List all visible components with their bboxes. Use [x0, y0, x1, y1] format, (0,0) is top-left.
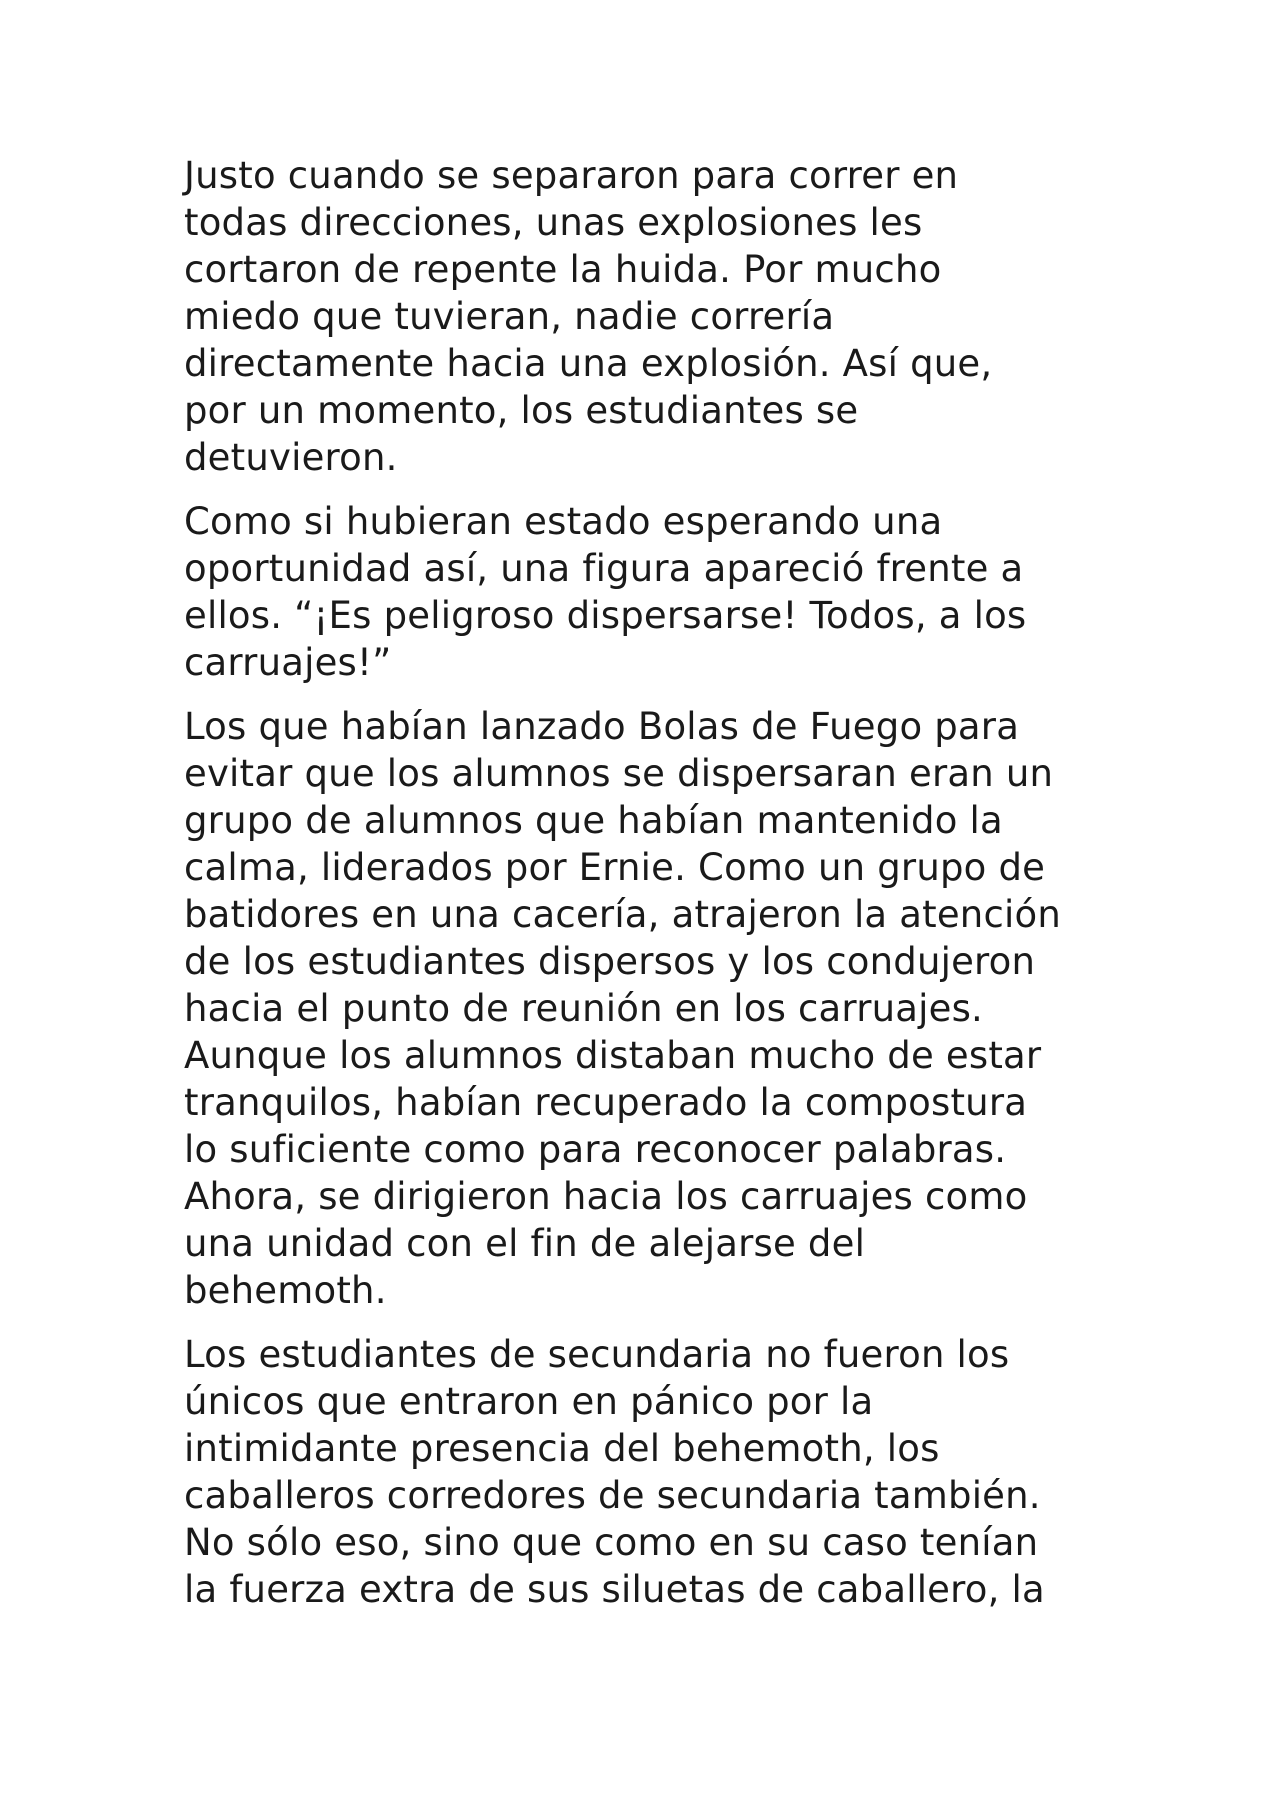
text-line: de los estudiantes dispersos y los condujeron — [184, 940, 1036, 983]
text-line: la fuerza extra de sus siluetas de caballero, la — [184, 1568, 1045, 1611]
text-line: Aunque los alumnos distaban mucho de estar — [184, 1034, 1042, 1077]
text-line: Justo cuando se separaron para correr en — [184, 154, 959, 197]
text-line: ellos. “¡Es peligroso dispersarse! Todos, a los — [184, 594, 1027, 637]
text-line: Los que habían lanzado Bolas de Fuego para — [184, 705, 1020, 748]
text-line: únicos que entraron en pánico por la — [184, 1380, 874, 1423]
text-line: No sólo eso, sino que como en su caso tenían — [184, 1521, 1039, 1564]
text-line: Como si hubieran estado esperando una — [184, 500, 943, 543]
text-line: miedo que tuvieran, nadie correría — [184, 295, 835, 338]
text-line: Ahora, se dirigieron hacia los carruajes como — [184, 1175, 1028, 1218]
document-page — [184, 152, 1124, 1630]
text-line: cortaron de repente la huida. Por mucho — [184, 248, 942, 291]
text-line: caballeros corredores de secundaria también. — [184, 1474, 1041, 1517]
paragraph-4 — [184, 1331, 1124, 1613]
text-line: calma, liderados por Ernie. Como un grupo de — [184, 846, 1046, 889]
paragraph-3 — [184, 703, 1124, 1314]
text-line: oportunidad así, una figura apareció frente a — [184, 547, 1024, 590]
text-line: evitar que los alumnos se dispersaran eran un — [184, 752, 1054, 795]
text-line: intimidante presencia del behemoth, los — [184, 1427, 940, 1470]
text-line: todas direcciones, unas explosiones les — [184, 201, 923, 244]
text-line: behemoth. — [184, 1269, 387, 1312]
text-line: una unidad con el fin de alejarse del — [184, 1222, 866, 1265]
text-line: detuvieron. — [184, 436, 398, 479]
text-line: tranquilos, habían recuperado la compostura — [184, 1081, 1028, 1124]
text-line: por un momento, los estudiantes se — [184, 389, 859, 432]
paragraph-1 — [184, 152, 1124, 481]
paragraph-2 — [184, 498, 1124, 686]
text-line: hacia el punto de reunión en los carruajes. — [184, 987, 984, 1030]
text-line: carruajes!” — [184, 641, 392, 684]
text-line: batidores en una cacería, atrajeron la atención — [184, 893, 1061, 936]
text-line: Los estudiantes de secundaria no fueron los — [184, 1333, 1010, 1376]
text-line: grupo de alumnos que habían mantenido la — [184, 799, 1003, 842]
text-line: lo suficiente como para reconocer palabras. — [184, 1128, 1007, 1171]
text-line: directamente hacia una explosión. Así que, — [184, 342, 993, 385]
